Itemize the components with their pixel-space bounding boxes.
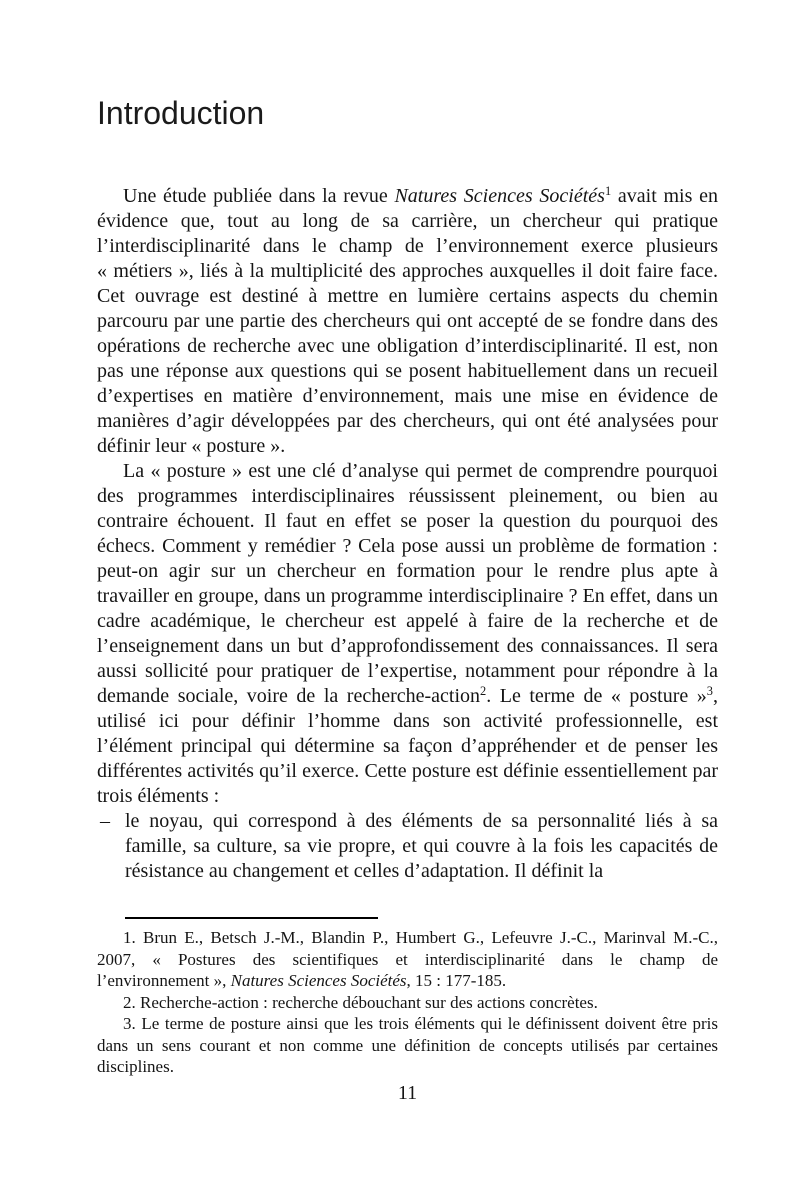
footnote-2: 2. Recherche-action : recherche débouchant sur des actions concrètes.: [123, 992, 598, 1012]
chapter-title: Introduction: [97, 95, 265, 131]
paragraph-intro-study: Une étude publiée dans la revue Natures Sciences Sociétés$^1$ avait mis en évidence que, tout au long de sa carrière, un chercheur qui pratique l’interdisciplinarité dans le champ de l’environnement exerce plusieurs « métiers », liés à la multiplicité des approches auxquelles il doit faire face. Cet ouvrage est destiné à mettre en lumière certains aspects du chemin parcouru par une partie des chercheurs qui ont accepté de se fondre dans des opérations de recherche avec une obligation d’interdisciplinarité. Il est, non pas une réponse aux questions qui se posent habituellement dans un recueil d’expertises en matière d’environnement, mais une mise en évidence de manières d’agir développées par des chercheurs, qui ont été analysées pour définir leur « posture ».: [97, 184, 719, 457]
body-text: [97, 184, 718, 884]
list-item-noyau: [97, 809, 718, 884]
list-item-text: le noyau, qui correspond à des éléments de sa personnalité liés à sa famille, sa culture, sa vie propre, et qui couvre à la fois les capacités de résistance au changement et celles d’adaptation. Il définit la: [125, 810, 718, 882]
footnotes-block: [97, 927, 718, 1078]
paragraph-posture: La « posture » est une clé d’analyse qui permet de comprendre pourquoi des programmes interdisciplinaires réussissent pleinement, ou bien au contraire échouent. Il faut en effet se poser la question du pourquoi des échecs. Comment y remédier ? Cela pose aussi un problème de formation : peut-on agir sur un chercheur en formation pour le rendre plus apte à travailler en groupe, dans un programme interdisciplinaire ? En effet, dans un cadre académique, le chercheur est appelé à faire de la recherche et de l’enseignement dans un but d’approfondissement des connaissances. Il sera aussi sollicité pour pratiquer de l’expertise, notamment pour répondre à la demande sociale, voire de la recherche-action$^2$. Le terme de « posture »$^3$, utilisé ici pour définir l’homme dans son activité professionnelle, est l’élément principal qui détermine sa façon d’appréhender et de penser les différentes activités qu’il exerce. Cette posture est définie essentiellement par trois éléments :: [97, 460, 718, 807]
page-number: 11: [397, 1082, 418, 1104]
dash-list-marker: –: [100, 810, 110, 832]
footnote-1: 1. Brun E., Betsch J.-M., Blandin P., Humbert G., Lefeuvre J.-C., Marinval M.-C., 2007, « Postures des scientifiques et interdisciplinarité dans le champ de l’environnement », Natures Sciences Sociétés, 15 : 177-185.: [97, 928, 718, 990]
footnote-3: 3. Le terme de posture ainsi que les trois éléments qui le définissent doivent être pris dans un sens courant et non comme une définition de concepts utilisés par certaines disciplines.: [97, 1014, 718, 1076]
footnote-separator: [125, 917, 378, 919]
